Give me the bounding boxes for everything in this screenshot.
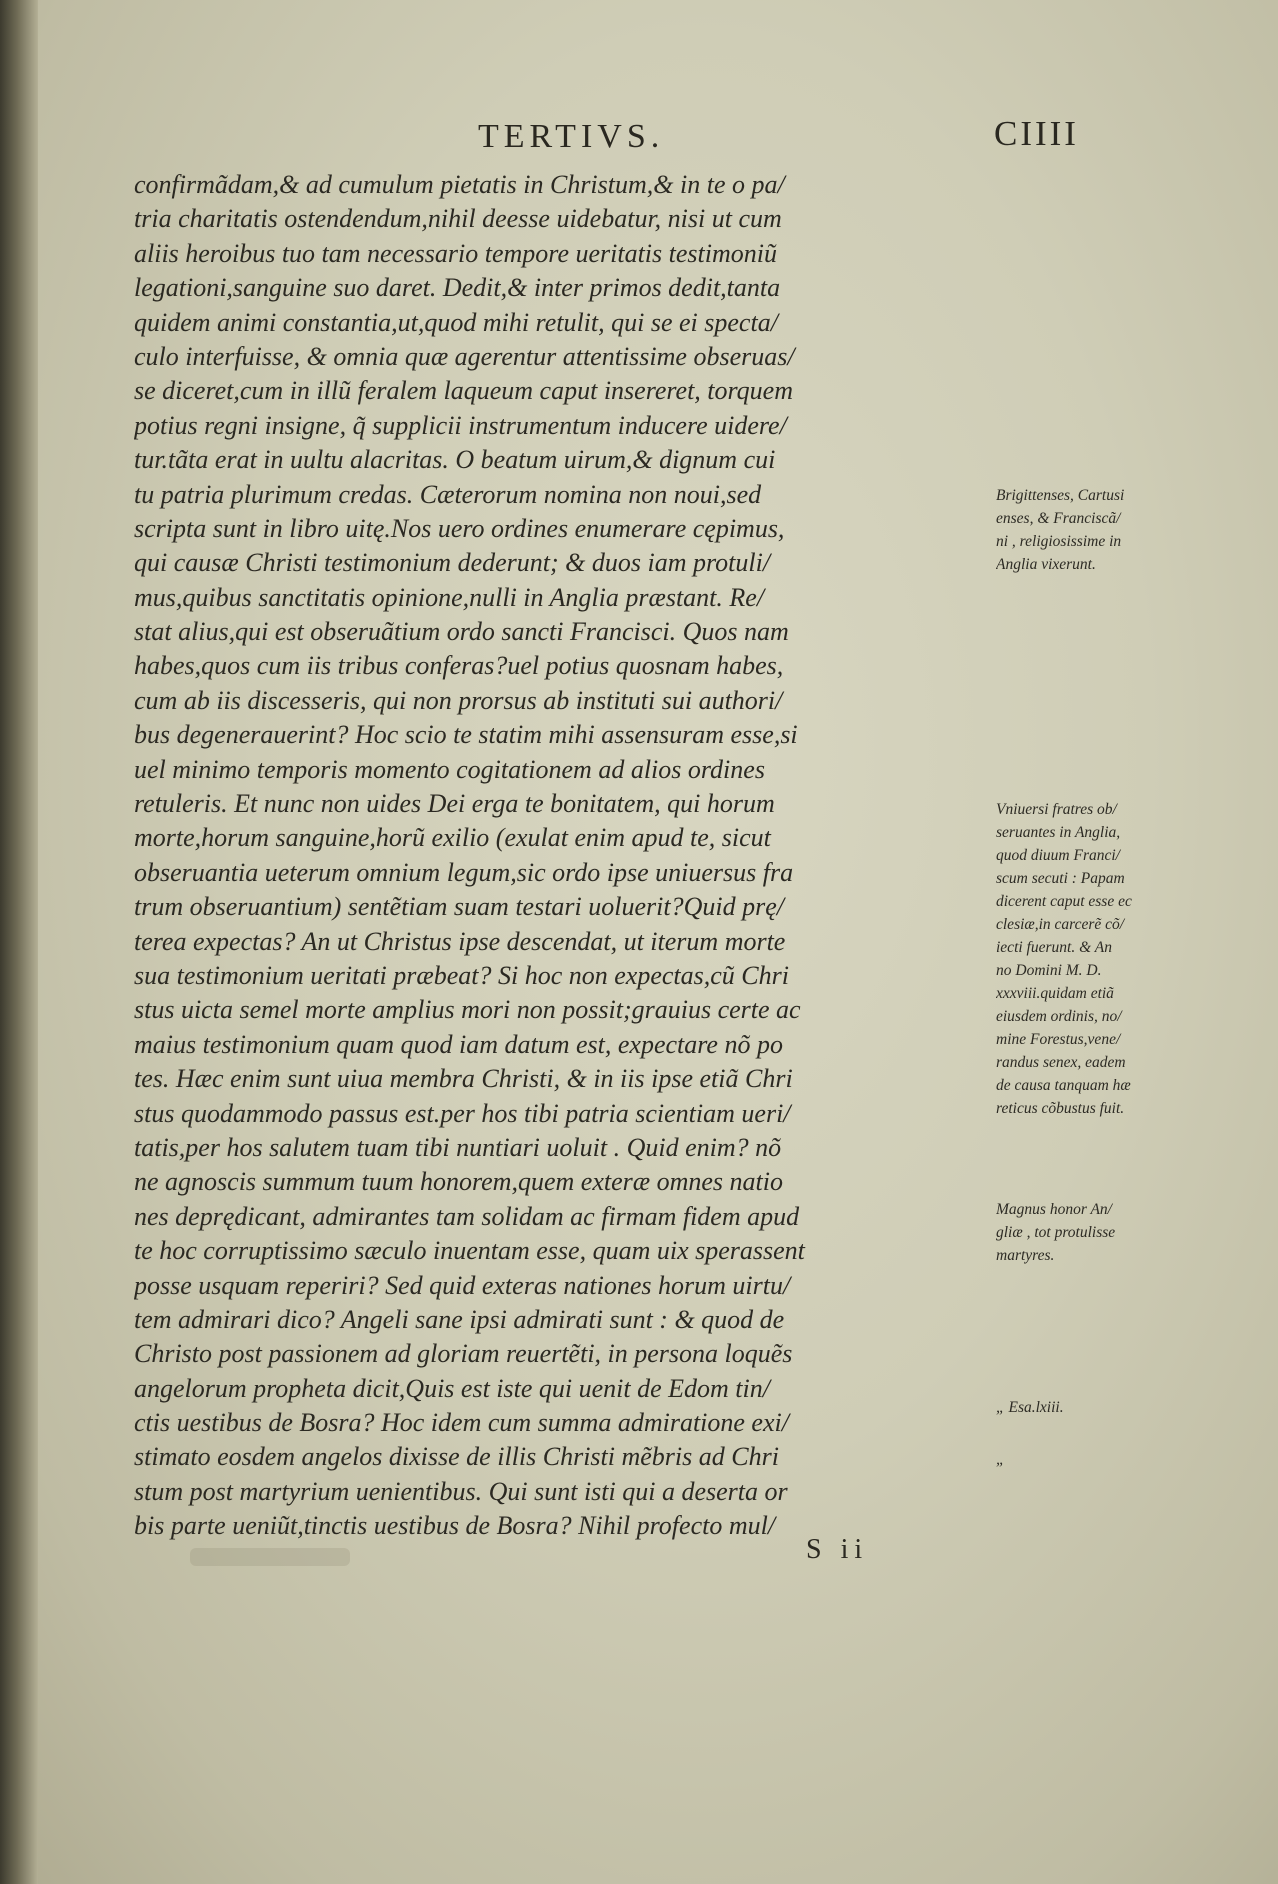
text-line: ne agnoscis summum tuum honorem,quem exteræ omnes natio [134,1167,783,1197]
margin-note-citation [996,1382,1176,1486]
text-line: Christo post passionem ad gloriam reuertẽti, in persona loquẽs [134,1339,793,1369]
margin-note-line: iecti fuerunt. & An [996,939,1112,956]
margin-note-line: randus senex, eadem [996,1054,1126,1071]
text-line: nes deprędicant, admirantes tam solidam ac firmam fidem apud [134,1201,800,1231]
margin-note-line: clesiæ,in carcerẽ cõ/ [996,916,1125,933]
text-line: angelorum propheta dicit,Quis est iste qui uenit de Edom tin/ [134,1373,770,1403]
text-line: bis parte ueniũt,tinctis uestibus de Bosra? Nihil profecto mul/ [134,1511,776,1541]
margin-note-line: ni , religiosissime in [996,533,1122,550]
text-line: ctis uestibus de Bosra? Hoc idem cum summa admiratione exi/ [134,1408,789,1438]
text-line: maius testimonium quam quod iam datum est, expectare nõ po [134,1029,783,1059]
text-line: culo interfuisse, & omnia quæ agerentur attentissime obseruas/ [134,341,795,371]
margin-note-line: Vniuersi fratres ob/ [996,801,1117,818]
margin-note-line: enses, & Franciscã/ [996,510,1121,527]
margin-note-line: dicerent caput esse ec [996,893,1132,910]
text-line: stat alius,qui est obseruãtium ordo sancti Francisci. Quos nam [134,617,789,647]
margin-note-line: gliæ , tot protulisse [996,1224,1116,1241]
margin-note-honor [996,1198,1176,1267]
margin-note-line: de causa tanquam hæ [996,1077,1131,1094]
margin-note-line: quod diuum Franci/ [996,847,1120,864]
text-line: tu patria plurimum credas. Cæterorum nomina non noui,sed [134,479,762,509]
margin-note-line: seruantes in Anglia, [996,824,1121,841]
folio-number: CIIII [994,114,1079,153]
margin-note-orders [996,484,1176,576]
text-line: stimato eosdem angelos dixisse de illis Christi mẽbris ad Chri [134,1442,779,1472]
text-line: cum ab iis discesseris, qui non prorsus ab instituti sui authori/ [134,685,783,715]
text-line: tur.tãta erat in uultu alacritas. O beatum uirum,& dignum cui [134,445,776,475]
text-line: mus,quibus sanctitatis opinione,nulli in Anglia præstant. Re/ [134,582,765,612]
text-line: se diceret,cum in illũ feralem laqueum caput insereret, torquem [134,376,794,406]
main-text-block [134,168,972,1544]
text-line: scripta sunt in libro uitę.Nos uero ordines enumerare cępimus, [134,513,785,543]
text-line: potius regni insigne, q̃ supplicii instrumentum inducere uidere/ [134,410,787,440]
margin-note-line: Magnus honor An/ [996,1201,1112,1218]
text-line: stum post martyrium uenientibus. Qui sunt isti qui a deserta or [134,1476,788,1506]
text-line: uel minimo temporis momento cogitationem ad alios ordines [134,754,765,784]
text-line: stus uicta semel morte amplius mori non possit;grauius certe ac [134,995,801,1025]
text-line: tes. Hæc enim sunt uiua membra Christi, & in iis ipse etiã Chri [134,1064,793,1094]
text-line: confirmãdam,& ad cumulum pietatis in Christum,& in te o pa/ [134,170,785,199]
text-line: legationi,sanguine suo daret. Dedit,& inter primos dedit,tanta [134,273,781,303]
margin-note-line: eiusdem ordinis, no/ [996,1008,1122,1025]
text-line: habes,quos cum iis tribus conferas?uel potius quosnam habes, [134,651,784,681]
text-line: aliis heroibus tuo tam necessario tempore ueritatis testimoniũ [134,238,777,268]
text-line: quidem animi constantia,ut,quod mihi retulit, qui se ei specta/ [134,307,778,337]
text-line: stus quodammodo passus est.per hos tibi patria scientiam ueri/ [134,1098,791,1128]
running-head: TERTIVS. [478,118,665,155]
margin-note-line: „ [996,1451,1005,1468]
text-line: te hoc corruptissimo sæculo inuentam esse, quam uix sperassent [134,1236,805,1266]
text-line: morte,horum sanguine,horũ exilio (exulat enim apud te, sicut [134,823,771,853]
margin-note-line: martyres. [996,1247,1055,1264]
margin-note-line: scum secuti : Papam [996,870,1125,887]
margin-note-line: no Domini M. D. [996,962,1102,979]
text-line: bus degenerauerint? Hoc scio te statim mihi assensuram esse,si [134,720,798,750]
margin-note-line: reticus cõbustus fuit. [996,1100,1125,1117]
margin-note-observants [996,798,1176,1120]
text-line: retuleris. Et nunc non uides Dei erga te bonitatem, qui horum [134,789,775,819]
text-line: tatis,per hos salutem tuam tibi nuntiari uoluit . Quid enim? nõ [134,1132,782,1162]
ink-smudge [190,1548,350,1566]
text-line: posse usquam reperiri? Sed quid exteras nationes horum uirtu/ [134,1270,791,1300]
text-line: sua testimonium ueritati præbeat? Si hoc non expectas,cũ Chri [134,960,789,990]
margin-note-line: Anglia vixerunt. [996,556,1096,573]
margin-note-line: „ Esa.lxiii. [996,1399,1064,1416]
text-line: terea expectas? An ut Christus ipse descendat, ut iterum morte [134,926,786,956]
text-line: obseruantia ueterum omnium legum,sic ordo ipse uniuersus fra [134,857,794,887]
signature-mark: S ii [806,1534,869,1565]
text-line: trum obseruantium) sentẽtiam suam testari uoluerit?Quid prę/ [134,892,784,922]
page-gutter [0,0,38,1884]
margin-note-line: mine Forestus,vene/ [996,1031,1121,1048]
margin-note-line: Brigittenses, Cartusi [996,487,1125,504]
text-line: qui causæ Christi testimonium dederunt; & duos iam protuli/ [134,548,771,578]
margin-note-line: xxxviii.quidam etiã [996,985,1114,1002]
text-line: tem admirari dico? Angeli sane ipsi admirati sunt : & quod de [134,1304,785,1334]
text-line: tria charitatis ostendendum,nihil deesse uidebatur, nisi ut cum [134,204,782,234]
